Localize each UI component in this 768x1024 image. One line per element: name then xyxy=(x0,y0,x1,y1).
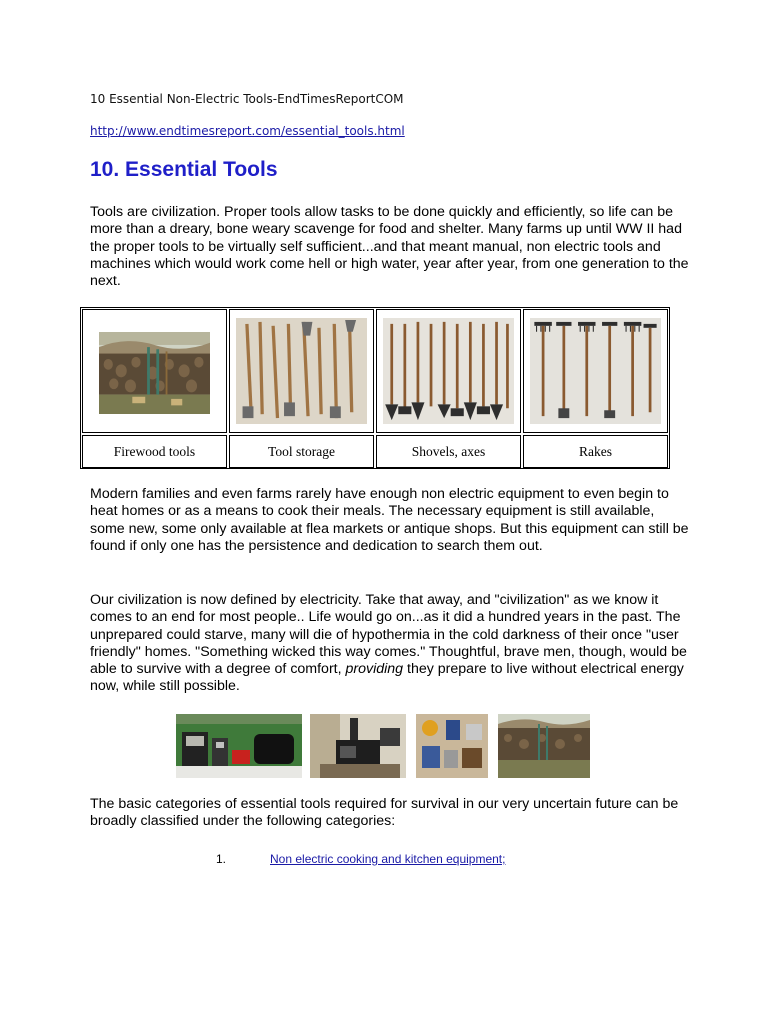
paragraph-4: The basic categories of essential tools required for survival in our very uncertain future can be broadly classified under the following categories: xyxy=(90,796,679,830)
paragraph-2: Modern families and even farms rarely have enough non electric equipment to even begin to heat homes or as a means to cook their meals. The necessary equipment is still available, some new, some only available at flea markets or antique shops. But this equipment can still be found if only one has the persistence and dedication to search them out. xyxy=(90,486,689,554)
shovels-axes-photo xyxy=(383,318,514,424)
intro-paragraph: Tools are civilization. Proper tools allow tasks to be done quickly and efficiently, so life can be more than a dreary, bone weary scavenge for food and shelter. Many farms up until WW II had the proper tools to be virtually self sufficient...and that meant manual, non electric tools and machines which would work come hell or high water, year after year, from one generation to the next. xyxy=(90,204,689,290)
firewood-pile-photo xyxy=(498,714,590,778)
caption-rakes: Rakes xyxy=(523,435,668,468)
photo-cell-shovels xyxy=(376,309,521,433)
photo-cell-rakes xyxy=(523,309,668,433)
list-item-number: 1. xyxy=(216,852,227,866)
list-item-link-cooking[interactable]: Non electric cooking and kitchen equipment; xyxy=(270,852,506,866)
paragraph-3-emphasis: providing xyxy=(345,661,404,678)
firewood-tools-photo xyxy=(99,332,210,414)
caption-tool-storage: Tool storage xyxy=(229,435,374,468)
document-header-title: 10 Essential Non-Electric Tools-EndTimesReportCOM xyxy=(90,92,404,106)
paragraph-3-text-b: they prepare to live without electrical energy now, while still possible. xyxy=(90,661,684,695)
paragraph-3 xyxy=(90,592,690,696)
caption-firewood-tools: Firewood tools xyxy=(82,435,227,468)
tool-storage-photo xyxy=(236,318,367,424)
paragraph-3-text-a: Our civilization is now defined by electricity. Take that away, and "civilization" as we know it comes to an end for most people.. Life would go on...as it did a hundred years in the past. The unprepared could starve, many will die of hypothermia in the cold darkness of their once "user friendly" homes. "Something wicked this way comes." Thoughtful, brave men, though, would be able to survive with a degree of comfort, xyxy=(90,592,687,678)
page-title: 10. Essential Tools xyxy=(90,158,278,181)
tool-photo-table xyxy=(80,307,670,469)
caption-shovels-axes: Shovels, axes xyxy=(376,435,521,468)
camping-gear-photo xyxy=(416,714,488,778)
photo-cell-firewood xyxy=(82,309,227,433)
source-url-link[interactable]: http://www.endtimesreport.com/essential_tools.html xyxy=(90,124,405,138)
wood-stove-photo xyxy=(310,714,406,778)
radio-gear-photo xyxy=(176,714,302,778)
photo-cell-storage xyxy=(229,309,374,433)
rakes-photo xyxy=(530,318,661,424)
